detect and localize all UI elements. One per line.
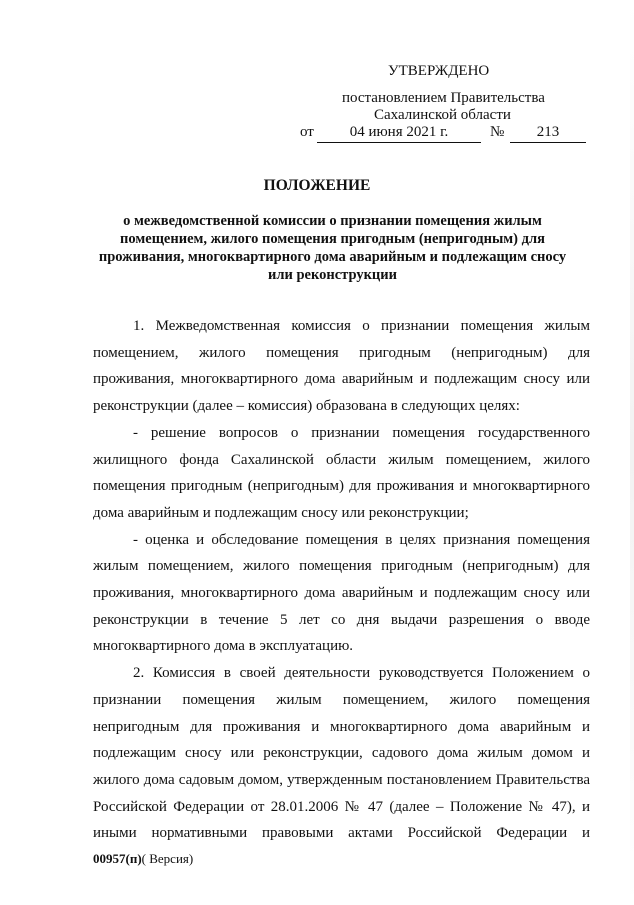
paragraph-1: 1. Межведомственная комиссия о признании помещения жилым помещением, жилого помещения пригодным (непригодным) для проживания, многоквартирного дома аварийным и подлежащим сносу или реконструкции (далее – комиссия) образована в следующих целях: [93,318,590,415]
approval-date-row [300,123,600,143]
paragraph-3: - оценка и обследование помещения в целях признания помещения жилым помещением, жилого помещения пригодным (непригодным) для проживания, многоквартирного дома аварийным и подлежащим сносу или реконструкции в течение 5 лет со дня выдачи разрешения о вводе многоквартирного дома в эксплуатацию. [93,531,590,655]
document-subtitle: о межведомственной комиссии о признании помещения жилым помещением, жилого помещения пригодным (непригодным) для проживания, многоквартирного дома аварийным и подлежащим сносу или реконструкции [98,213,567,283]
scan-edge [630,0,634,905]
approval-title: УТВЕРЖДЕНО [388,63,490,79]
paragraph-4: 2. Комиссия в своей деятельности руководствуется Положением о признании помещения жилым помещением, жилого помещения непригодным для проживания и многоквартирного дома аварийным и подлежащим сносу или реконструкции, садового дома жилым домом и жилого дома садовым домом, утвержденным постановлением Правительства Российской Федерации от 28.01.2006 № 47 (далее – Положение № 47), и иными нормативными правовыми актами Российской Федерации и [93,665,590,842]
approval-line-2: Сахалинской области [374,107,511,123]
document-title: ПОЛОЖЕНИЕ [263,177,371,194]
approval-number: 213 [510,123,586,143]
footer-code-number: 00957(п) [93,851,142,866]
from-label: от [300,124,314,140]
paragraph-2: - решение вопросов о признании помещения государственного жилищного фонда Сахалинской области жилым помещением, жилого помещения пригодным (непригодным) для проживания и многоквартирного дома аварийным и подлежащим сносу или реконструкции; [93,424,590,521]
approval-line-1: постановлением Правительства [342,90,545,106]
document-body [93,313,590,874]
approval-date: 04 июня 2021 г. [317,123,481,143]
footer-code [93,851,193,867]
footer-code-suffix: ( Версия) [141,851,194,866]
number-label: № [490,124,505,140]
